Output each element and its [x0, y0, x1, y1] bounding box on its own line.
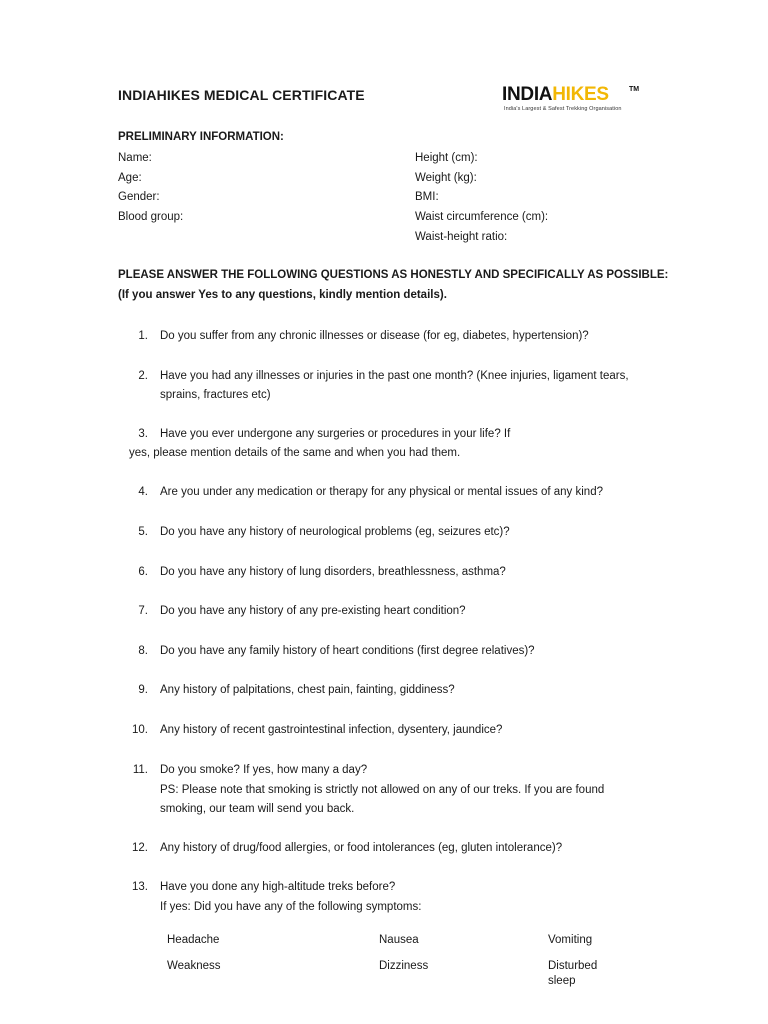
question-number: 6.: [138, 566, 148, 578]
question-number: 10.: [132, 724, 148, 736]
question-number: 9.: [138, 684, 148, 696]
symptom-headache: Headache: [167, 934, 220, 946]
question-text: Have you ever undergone any surgeries or procedures in your life? If: [160, 428, 511, 440]
question-text: Any history of recent gastrointestinal infection, dysentery, jaundice?: [160, 724, 503, 736]
question-text: Do you have any history of lung disorders, breathlessness, asthma?: [160, 566, 506, 578]
question-text-continued: yes, please mention details of the same and when you had them.: [129, 447, 461, 459]
waist-height-ratio-field-label: Waist-height ratio:: [415, 231, 508, 243]
name-field-label: Name:: [118, 152, 152, 164]
question-text: Are you under any medication or therapy for any physical or mental issues of any kind?: [160, 486, 603, 498]
question-text: Do you have any family history of heart conditions (first degree relatives)?: [160, 645, 535, 657]
question-number: 1.: [138, 330, 148, 342]
question-number: 7.: [138, 605, 148, 617]
question-number: 11.: [132, 764, 148, 776]
gender-field-label: Gender:: [118, 191, 160, 203]
instructions-line-1: PLEASE ANSWER THE FOLLOWING QUESTIONS AS HONESTLY AND SPECIFICALLY AS POSSIBLE:: [118, 269, 669, 281]
instructions-line-2: (If you answer Yes to any questions, kindly mention details).: [118, 289, 447, 301]
question-number: 4.: [138, 486, 148, 498]
question-number: 8.: [138, 645, 148, 657]
question-number: 13.: [132, 881, 148, 893]
blood-group-field-label: Blood group:: [118, 211, 184, 223]
page-title: INDIAHIKES MEDICAL CERTIFICATE: [118, 87, 365, 103]
question-text-continued: PS: Please note that smoking is strictly not allowed on any of our treks. If you are found: [160, 784, 605, 796]
question-text: Have you done any high-altitude treks before?: [160, 881, 396, 893]
question-number: 12.: [132, 842, 148, 854]
logo-tagline: India's Largest & Safest Trekking Organisation: [504, 106, 622, 112]
question-text: Do you have any history of neurological problems (eg, seizures etc)?: [160, 526, 510, 538]
question-text: Have you had any illnesses or injuries in the past one month? (Knee injuries, ligament tears,: [160, 370, 629, 382]
age-field-label: Age:: [118, 172, 142, 184]
question-number: 3.: [138, 428, 148, 440]
preliminary-heading: PRELIMINARY INFORMATION:: [118, 131, 284, 143]
symptom-vomiting: Vomiting: [548, 934, 593, 946]
question-number: 5.: [138, 526, 148, 538]
logo-word-part1: INDIA: [502, 84, 553, 105]
question-text: Do you smoke? If yes, how many a day?: [160, 764, 368, 776]
height-field-label: Height (cm):: [415, 152, 478, 164]
symptom-disturbed-sleep: Disturbed sleep: [548, 960, 598, 987]
waist-circumference-field-label: Waist circumference (cm):: [415, 211, 549, 223]
question-text-continued: smoking, our team will send you back.: [160, 803, 355, 815]
logo-word-part2: HIKES: [552, 84, 609, 105]
question-text: Any history of drug/food allergies, or food intolerances (eg, gluten intolerance)?: [160, 842, 563, 854]
question-number: 2.: [138, 370, 148, 382]
indiahikes-logo: [502, 85, 642, 117]
symptom-weakness: Weakness: [167, 960, 221, 972]
bmi-field-label: BMI:: [415, 191, 439, 203]
logo-trademark: TM: [629, 86, 640, 93]
question-text: Do you have any history of any pre-existing heart condition?: [160, 605, 466, 617]
weight-field-label: Weight (kg):: [415, 172, 477, 184]
question-text-continued: sprains, fractures etc): [160, 389, 271, 401]
symptom-dizziness: Dizziness: [379, 960, 429, 972]
question-text: Any history of palpitations, chest pain, fainting, giddiness?: [160, 684, 455, 696]
question-text: Do you suffer from any chronic illnesses or disease (for eg, diabetes, hypertension)?: [160, 330, 589, 342]
symptom-nausea: Nausea: [379, 934, 419, 946]
question-text-continued: If yes: Did you have any of the following symptoms:: [160, 901, 422, 913]
logo-wordmark: [502, 85, 609, 105]
